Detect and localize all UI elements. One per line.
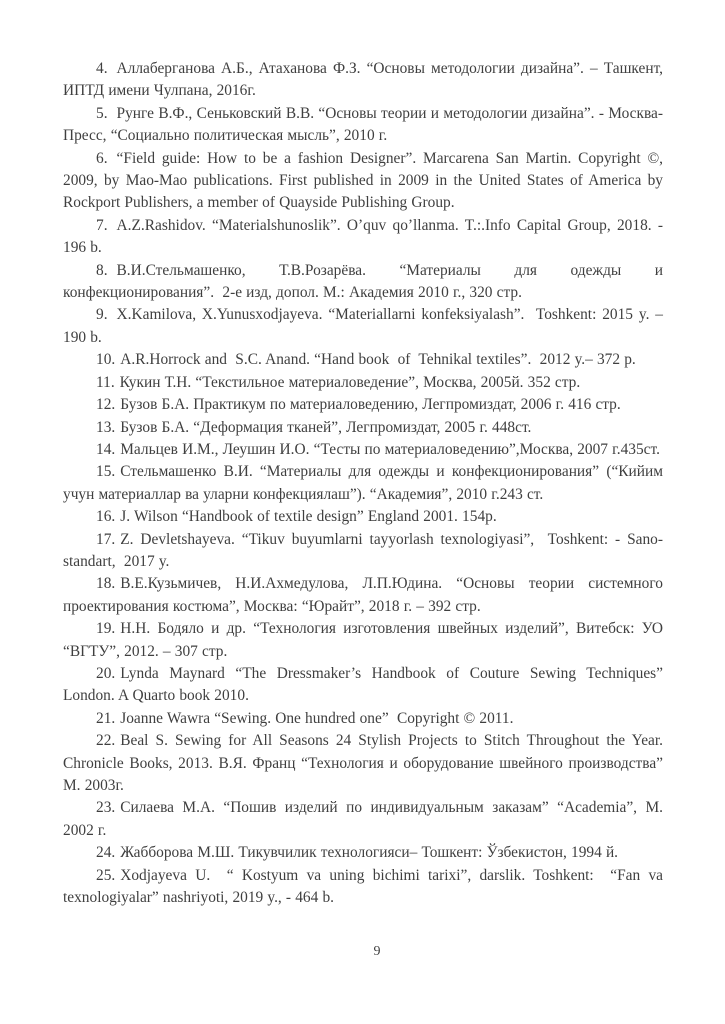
reference-text: Н.Н. Бодяло и др. “Технология изготовления швейных изделий”, Витебск: УО “ВГТУ”, 2012. – 307 стр.: [63, 620, 663, 660]
reference-item: [63, 842, 663, 864]
reference-number: 24.: [96, 844, 116, 862]
reference-item: [63, 708, 663, 730]
reference-text: Xodjayeva U. “ Kostyum va uning bichimi tarixi”, darslik. Toshkent: “Fan va texnologiyalar” nashriyoti, 2019 y., - 464 b.: [63, 866, 663, 907]
reference-item: [63, 304, 663, 349]
reference-text: A.Z.Rashidov. “Materialshunoslik”. O’quv qo’llanma. T.:.Info Capital Group, 2018. - 196 b.: [63, 216, 663, 257]
reference-text: Стельмашенко В.И. “Материалы для одежды и конфекционирования” (“Кийим учун материаллар ва уларни конфекциялаш”). “Академия”, 2010 г.243 ст.: [63, 463, 663, 503]
reference-item: [63, 148, 663, 215]
reference-text: Аллаберганова А.Б., Атаханова Ф.З. “Основы методологии дизайна”. – Ташкент, ИПТД имени Чулпана, 2016г.: [63, 60, 663, 100]
reference-item: [63, 618, 663, 663]
reference-item: [63, 663, 663, 708]
reference-item: [63, 215, 663, 260]
reference-text: Beal S. Sewing for All Seasons 24 Stylish Projects to Stitch Throughout the Year. Chronicle Books, 2013. В.Я. Франц “Технология и оборудование швейного производства” М. 2003г.: [63, 732, 663, 794]
reference-text: A.R.Horrock and S.C. Anand. “Hand book of Tehnikal textiles”. 2012 y.– 372 p.: [120, 351, 636, 369]
reference-text: Рунге В.Ф., Сеньковский В.В. “Основы теории и методологии дизайна”. - Москва-Пресс, “Социально политическая мысль”, 2010 г.: [63, 104, 663, 145]
reference-number: 25.: [96, 866, 116, 884]
reference-item: [63, 573, 663, 618]
reference-number: 14.: [96, 440, 116, 458]
reference-item: [63, 417, 663, 439]
reference-item: [63, 865, 663, 910]
reference-item: [63, 506, 663, 528]
reference-item: [63, 372, 663, 394]
reference-item: [63, 439, 663, 461]
reference-text: “Field guide: How to be a fashion Designer”. Marcarena San Martin. Copyright ©, 2009, by Mao-Mao publications. First published in 2009 in the United States of America by Rockport Publishers, a member of Quayside Publishing Group.: [63, 149, 663, 212]
reference-number: 17.: [96, 530, 116, 548]
reference-number: 15.: [96, 463, 116, 481]
reference-item: [63, 58, 663, 103]
reference-text: В.Е.Кузьмичев, Н.И.Ахмедулова, Л.П.Юдина. “Основы теории системного проектирования костюма”, Москва: “Юрайт”, 2018 г. – 392 стр.: [63, 575, 663, 615]
reference-text: Силаева М.А. “Пошив изделий по индивидуальным заказам” “Academia”, М. 2002 г.: [63, 799, 663, 839]
reference-text: X.Kamilova, X.Yunusxodjayeva. “Materiallarni konfeksiyalash”. Toshkent: 2015 y. – 190 b.: [63, 306, 663, 346]
reference-text: Z. Devletshayeva. “Tikuv buyumlarni tayyorlash texnologiyasi”, Toshkent: - Sano-standart, 2017 y.: [63, 530, 663, 570]
reference-text: В.И.Стельмашенко, Т.В.Розарёва. “Материалы для одежды и конфекционирования”. 2-е изд, допол. М.: Академия 2010 г., 320 стр.: [63, 261, 663, 302]
reference-number: 7.: [96, 216, 108, 234]
page-number: 9: [373, 944, 381, 959]
reference-number: 4.: [96, 60, 108, 77]
reference-text: Lynda Maynard “The Dressmaker’s Handbook of Couture Sewing Techniques” London. A Quarto book 2010.: [63, 664, 663, 705]
reference-item: [63, 394, 663, 416]
reference-number: 13.: [96, 418, 116, 436]
reference-item: [63, 103, 663, 148]
reference-number: 23.: [96, 799, 116, 817]
reference-number: 11.: [96, 373, 115, 391]
reference-number: 10.: [96, 351, 116, 369]
reference-item: [63, 260, 663, 305]
reference-item: [63, 461, 663, 506]
reference-number: 12.: [96, 396, 116, 414]
reference-text: Бузов Б.А. Практикум по материаловедению, Легпромиздат, 2006 г. 416 стр.: [120, 396, 621, 414]
reference-text: Бузов Б.А. “Деформация тканей”, Легпромиздат, 2005 г. 448ст.: [120, 418, 532, 436]
reference-number: 16.: [96, 508, 116, 526]
reference-item: [63, 797, 663, 842]
reference-text: Кукин Т.Н. “Текстильное материаловедение”, Москва, 2005й. 352 стр.: [119, 373, 581, 391]
reference-text: Joanne Wawra “Sewing. One hundred one” Copyright © 2011.: [120, 709, 514, 727]
reference-number: 5.: [96, 104, 108, 122]
reference-number: 18.: [96, 575, 116, 593]
reference-number: 21.: [96, 709, 116, 727]
reference-number: 19.: [96, 620, 116, 638]
reference-text: J. Wilson “Handbook of textile design” England 2001. 154p.: [120, 508, 497, 526]
reference-number: 22.: [96, 732, 116, 750]
reference-text: Мальцев И.М., Леушин И.О. “Тесты по материаловедению”,Москва, 2007 г.435ст.: [120, 440, 660, 458]
reference-item: [63, 529, 663, 574]
reference-number: 8.: [96, 261, 108, 279]
reference-item: [63, 349, 663, 371]
reference-number: 6.: [96, 149, 108, 167]
reference-text: Жабборова М.Ш. Тикувчилик технологияси– Тошкент: Ўзбекистон, 1994 й.: [120, 844, 619, 862]
reference-number: 9.: [96, 306, 108, 324]
reference-item: [63, 730, 663, 797]
reference-list: [63, 58, 663, 909]
reference-number: 20.: [96, 664, 116, 682]
